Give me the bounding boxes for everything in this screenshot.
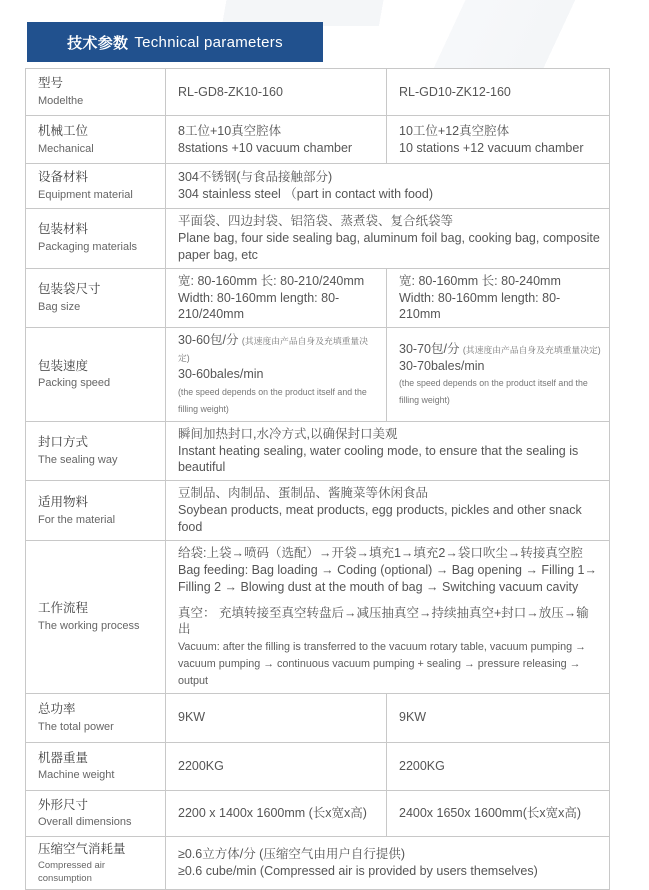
row-label: [26, 693, 166, 742]
row-label-cn: 包装袋尺寸: [38, 282, 101, 297]
row-label-en: Packing speed: [38, 377, 111, 390]
value-line: [178, 805, 378, 822]
row-value: [166, 836, 610, 890]
row-label: [26, 421, 166, 481]
value-line: [178, 186, 601, 203]
value-text: 304不锈钢(与食品接触部分): [178, 170, 333, 185]
value-text: Bag feeding: Bag loading → Coding (optional) → Bag opening → Filling 1→ Filling 2 → Blowing dust at the mouth of bag → Switching vacuum cavity: [178, 562, 598, 594]
value-line: [178, 758, 378, 775]
value-text: 10工位+12真空腔体: [399, 123, 510, 138]
row-value: [387, 742, 610, 790]
value-line: [399, 123, 601, 140]
value-line: [178, 230, 601, 264]
row-label: [26, 116, 166, 164]
value-text: (其速度由产品自身及充填重量决定): [178, 336, 369, 364]
row-label: [26, 742, 166, 790]
value-line: [399, 341, 601, 358]
table-row: [26, 209, 610, 269]
row-value: [387, 69, 610, 116]
section-title-banner: [27, 22, 323, 62]
value-line: [178, 863, 601, 880]
value-text: RL-GD10-ZK12-160: [399, 84, 511, 99]
value-text: Width: 80-160mm length: 80-210/240mm: [178, 290, 340, 322]
value-text: ≥0.6立方体/分 (压缩空气由用户自行提供): [178, 847, 406, 862]
row-label: [26, 209, 166, 269]
row-label-cn: 设备材料: [38, 170, 89, 185]
value-line: [399, 290, 601, 324]
table-row: [26, 268, 610, 328]
value-text: 2400x 1650x 1600mm(长x宽x高): [399, 805, 582, 820]
value-text: 10 stations +12 vacuum chamber: [399, 140, 584, 155]
value-text: Width: 80-160mm length: 80-210mm: [399, 290, 561, 322]
row-value: [166, 742, 387, 790]
value-line: [178, 709, 378, 726]
value-text: Plane bag, four side sealing bag, aluminum foil bag, cooking bag, composite paper bag, etc: [178, 230, 600, 262]
row-value: [166, 693, 387, 742]
row-value: [166, 790, 387, 836]
section-title-en: Technical parameters: [134, 33, 283, 51]
row-value: [166, 116, 387, 164]
value-line: [399, 709, 601, 726]
value-line: [178, 84, 378, 101]
row-label-cn: 适用物料: [38, 494, 89, 509]
row-value: [387, 693, 610, 742]
row-label: [26, 836, 166, 890]
row-label-en: Machine weight: [38, 769, 115, 782]
row-value: [166, 421, 610, 481]
value-line: [178, 213, 601, 230]
value-text: 304 stainless steel （part in contact with food): [178, 187, 433, 201]
table-row: [26, 790, 610, 836]
row-label-en: Mechanical: [38, 142, 94, 155]
value-text: 30-70bales/min: [399, 358, 485, 373]
value-text: 真空： 充填转接至真空转盘后→减压抽真空→持续抽真空+封口→放压→输出: [178, 605, 589, 637]
value-text: (the speed depends on the product itself and the filling weight): [399, 378, 588, 406]
row-value: [166, 164, 610, 209]
row-label-en: Compressed air consumption: [38, 859, 106, 884]
row-label-cn: 机械工位: [38, 123, 89, 138]
value-line: [178, 502, 601, 536]
value-line: [399, 273, 601, 290]
row-label: [26, 540, 166, 693]
value-line: [178, 123, 378, 140]
table-row: [26, 328, 610, 421]
table-row: [26, 164, 610, 209]
row-label-en: Modelthe: [38, 95, 84, 108]
row-label-en: Equipment material: [38, 189, 133, 202]
row-label-en: Packaging materials: [38, 241, 138, 254]
value-line: [178, 846, 601, 863]
technical-parameters-table: [25, 68, 610, 890]
value-line: [399, 805, 601, 822]
row-label-cn: 机器重量: [38, 750, 89, 765]
value-line: [178, 605, 601, 639]
row-label-cn: 包装材料: [38, 222, 89, 237]
value-text: 平面袋、四边封袋、铝箔袋、蒸煮袋、复合纸袋等: [178, 214, 454, 228]
row-value: [387, 790, 610, 836]
table-row: [26, 540, 610, 693]
value-text: 给袋:上袋→喷码（选配）→开袋→填充1→填充2→袋口吹尘→转接真空腔: [178, 545, 583, 560]
value-line: [178, 290, 378, 324]
row-value: [166, 209, 610, 269]
row-label-cn: 外形尺寸: [38, 797, 89, 812]
value-text: 30-60包/分: [178, 333, 242, 348]
value-line: [178, 169, 601, 186]
row-label-en: The total power: [38, 720, 114, 733]
value-text: 2200KG: [399, 758, 445, 773]
table-row: [26, 693, 610, 742]
value-text: (the speed depends on the product itself and the filling weight): [178, 386, 367, 414]
row-label-en: The working process: [38, 619, 140, 632]
row-label-en: The sealing way: [38, 453, 118, 466]
row-label-en: Bag size: [38, 300, 81, 313]
value-line: [399, 140, 601, 157]
row-label-cn: 压缩空气消耗量: [38, 841, 126, 856]
value-text: 9KW: [178, 710, 206, 725]
value-text: 豆制品、肉制品、蛋制品、酱腌菜等休闲食品: [178, 486, 429, 501]
value-text: 8stations +10 vacuum chamber: [178, 140, 353, 155]
row-label-en: Overall dimensions: [38, 816, 132, 829]
top-right-diagonal-decoration: [349, 0, 649, 70]
value-line: [178, 485, 601, 502]
row-label-cn: 型号: [38, 76, 64, 91]
value-line: [399, 374, 601, 408]
table-row: [26, 421, 610, 481]
value-line: [178, 443, 601, 477]
value-line: [399, 758, 601, 775]
value-text: 9KW: [399, 710, 427, 725]
value-text: ≥0.6 cube/min (Compressed air is provided by users themselves): [178, 864, 538, 879]
table-row: [26, 69, 610, 116]
value-text: 2200 x 1400x 1600mm (长x宽x高): [178, 805, 367, 820]
value-text: 30-60bales/min: [178, 367, 264, 381]
value-line: [399, 84, 601, 101]
table-row: [26, 742, 610, 790]
row-label-cn: 工作流程: [38, 601, 89, 616]
table-row: [26, 116, 610, 164]
row-label: [26, 481, 166, 541]
row-label: [26, 164, 166, 209]
table-row: [26, 481, 610, 541]
value-text: 8工位+10真空腔体: [178, 123, 282, 138]
value-text: Soybean products, meat products, egg products, pickles and other snack food: [178, 503, 582, 534]
value-line: [178, 273, 378, 290]
value-line: [178, 426, 601, 443]
row-value: [387, 328, 610, 421]
row-label: [26, 69, 166, 116]
value-line: [178, 545, 601, 562]
row-label: [26, 268, 166, 328]
value-line: [178, 366, 378, 383]
value-text: 瞬间加热封口,水冷方式,以确保封口美观: [178, 426, 398, 441]
row-value: [166, 540, 610, 693]
value-line: [178, 332, 378, 366]
value-text: 30-70包/分: [399, 341, 463, 356]
value-line: [178, 140, 378, 157]
value-line: [399, 358, 601, 375]
row-value: [166, 328, 387, 421]
value-line: [178, 562, 601, 596]
row-label-cn: 总功率: [38, 702, 76, 717]
value-text: 宽: 80-160mm 长: 80-210/240mm: [178, 273, 365, 288]
table-body: [26, 69, 610, 890]
row-label-cn: 包装速度: [38, 358, 89, 373]
value-text: Instant heating sealing, water cooling mode, to ensure that the sealing is beautiful: [178, 443, 579, 475]
section-title-cn: 技术参数: [67, 34, 129, 52]
table-row: [26, 836, 610, 890]
value-text: 2200KG: [178, 758, 224, 773]
row-value: [166, 481, 610, 541]
value-text: Vacuum: after the filling is transferred to the vacuum rotary table, vacuum pumping → vacuum pumping → continuous vacuum pumping + sealing → pressure releasing → output: [178, 641, 586, 687]
row-label: [26, 328, 166, 421]
row-value: [166, 69, 387, 116]
value-text: RL-GD8-ZK10-160: [178, 84, 283, 99]
row-label-en: For the material: [38, 513, 116, 526]
value-line: [178, 383, 378, 417]
row-label: [26, 790, 166, 836]
row-value: [166, 268, 387, 328]
row-value: [387, 116, 610, 164]
value-text: (其速度由产品自身及充填重量决定): [462, 344, 601, 355]
row-value: [387, 268, 610, 328]
row-label-cn: 封口方式: [38, 435, 89, 450]
value-line: [178, 638, 601, 689]
value-text: 宽: 80-160mm 长: 80-240mm: [399, 273, 561, 288]
